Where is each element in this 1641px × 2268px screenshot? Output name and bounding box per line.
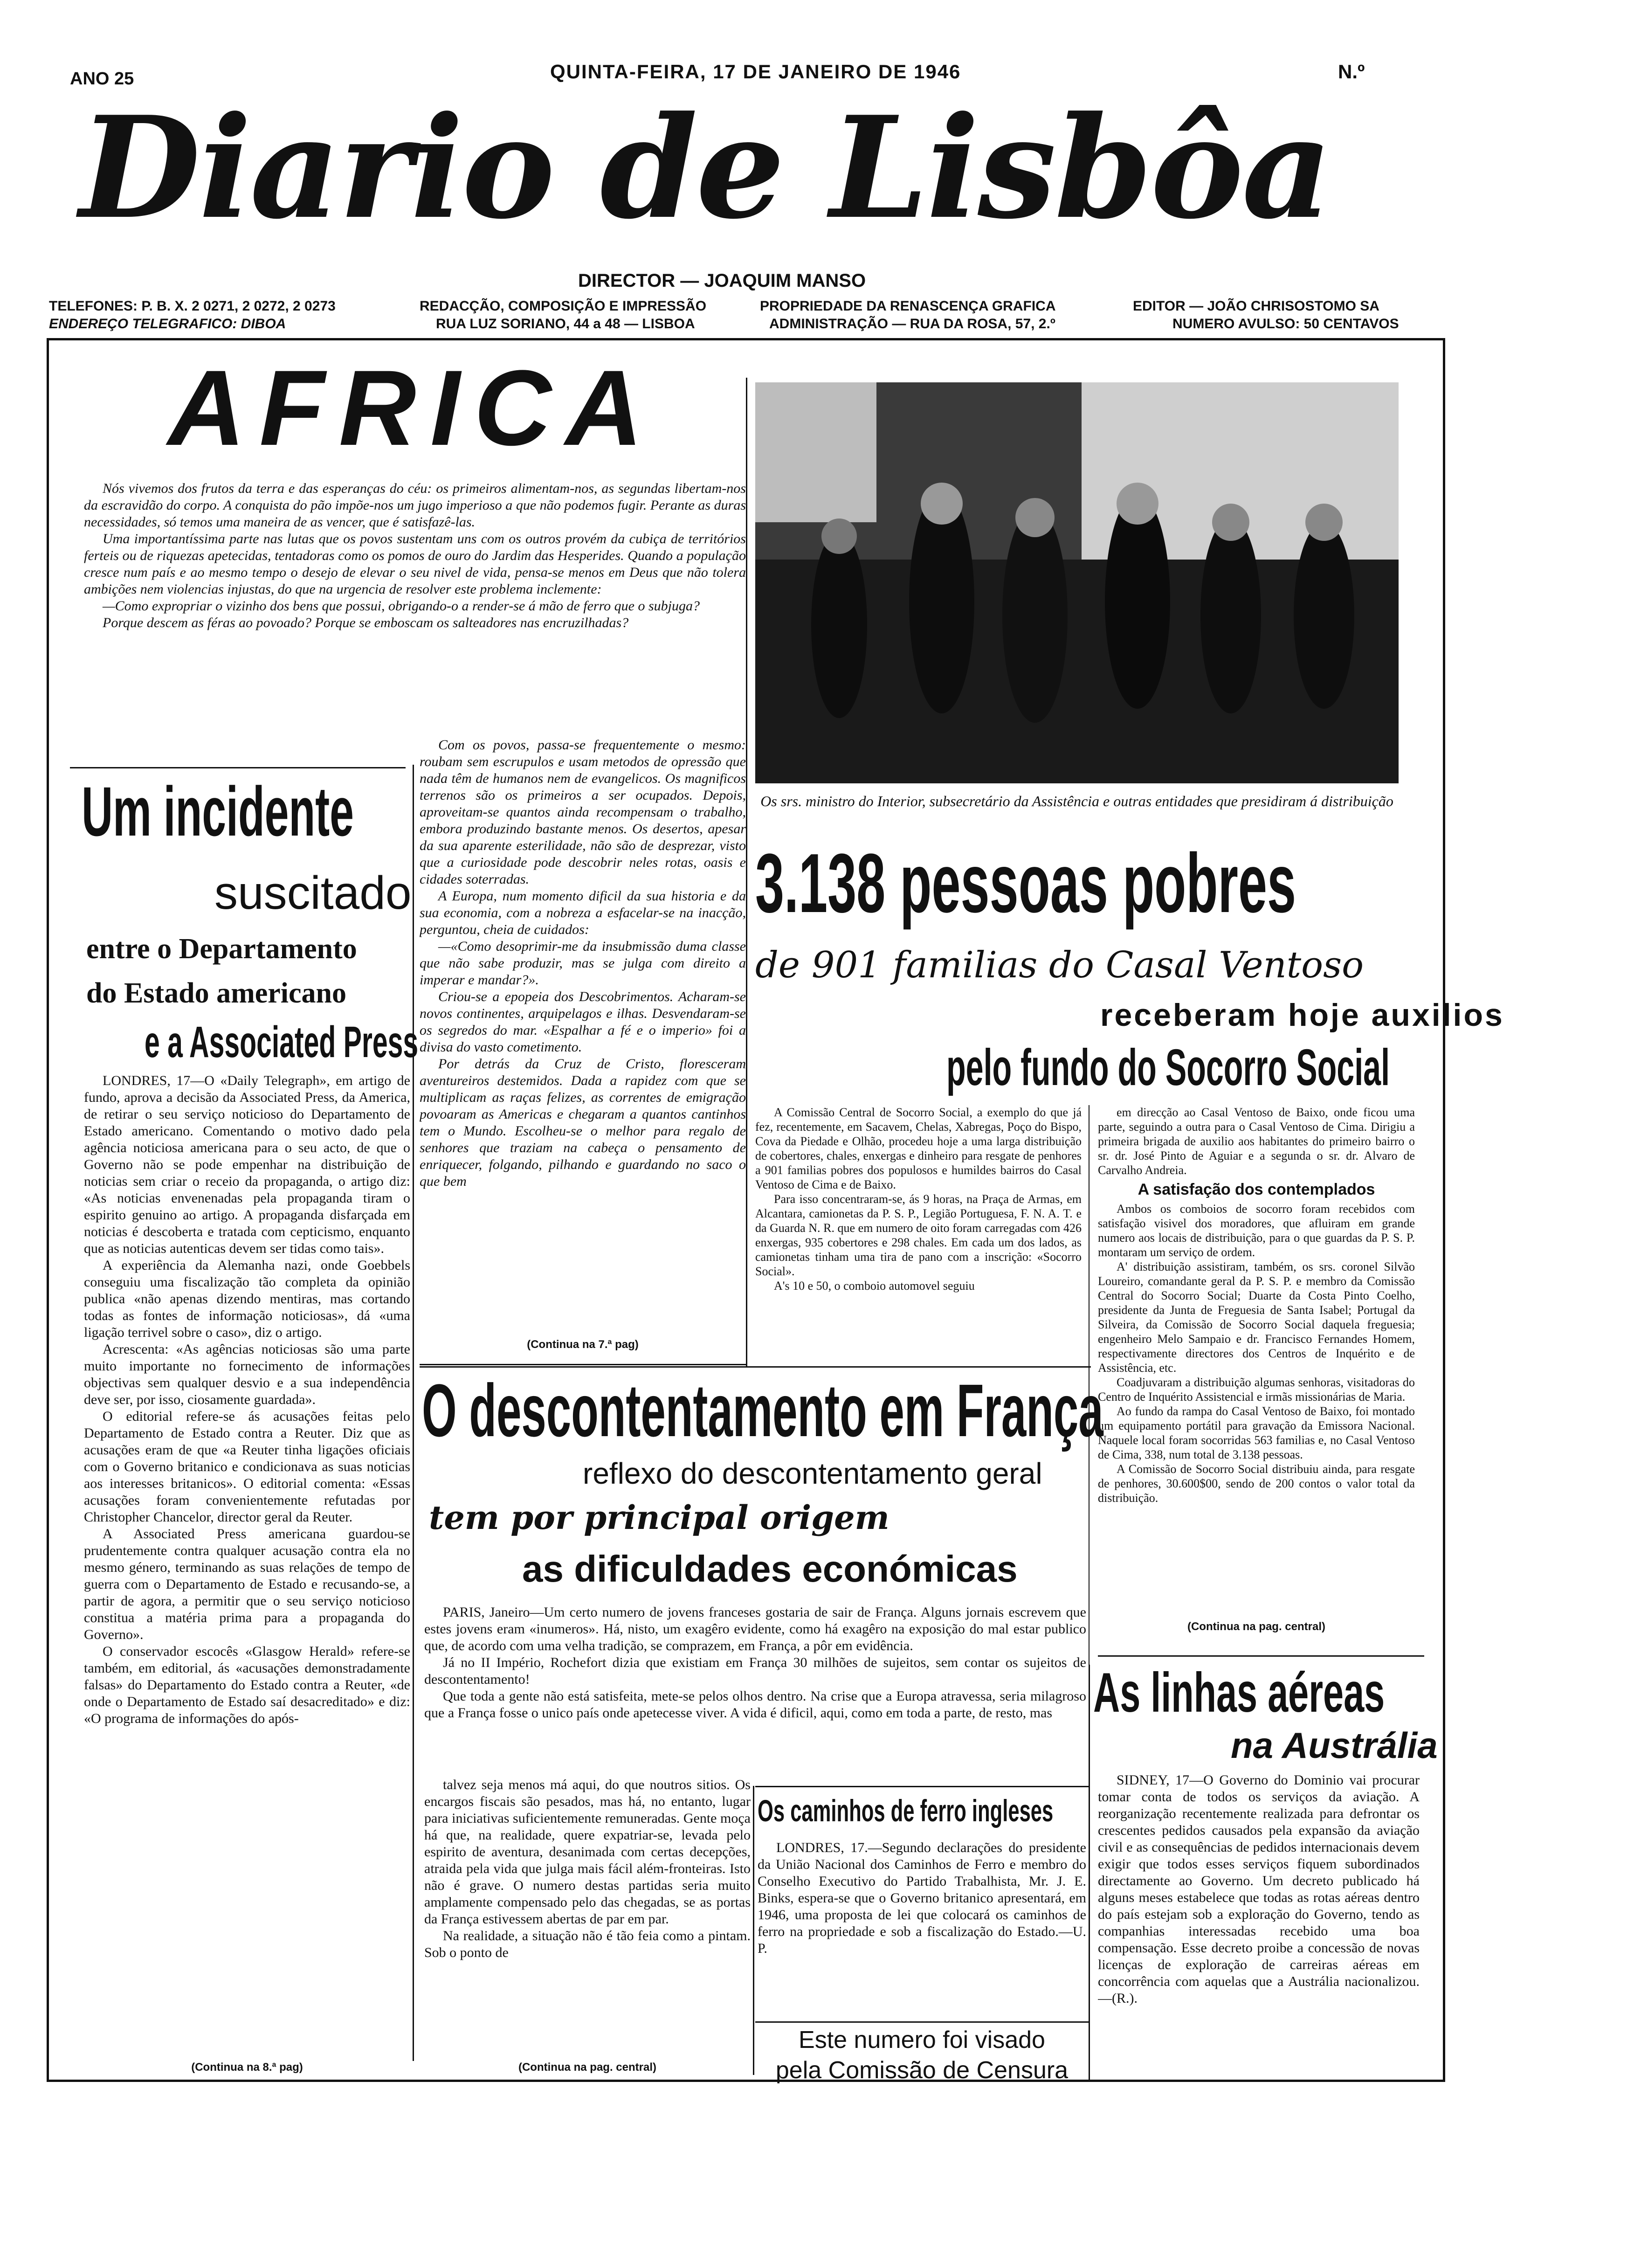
linhas-paragraph: SIDNEY, 17—O Governo do Dominio vai procurar tomar conta de todos os serviços da aviação. A reorganização recentemente realizada para defrontar os crescentes pedidos causados pela expansão da aviação civil e as consequências de pedidos internacionais devem exigir que todos esses serviços fiquem subordinados directamente ao Governo. Um decreto publicado há alguns meses estabelece que todas as rotas aéreas dentro do país estejam sob a exploração do Governo, tendo as companhias interessadas recebido uma boa compensação. Esse decreto proibe a concessão de novas licenças de exploração de carreiras aéreas em concorrência com aquelas que a Austrália nacionalizou.—(R.). <box>1098 1772 1420 2006</box>
propriedade-line-2: ADMINISTRAÇÃO — RUA DA ROSA, 57, 2.º <box>769 316 1055 332</box>
news-photo <box>755 382 1399 783</box>
avulso-line: NUMERO AVULSO: 50 CENTAVOS <box>1172 316 1399 332</box>
censura-line: Este numero foi visado <box>799 2026 1045 2054</box>
divider <box>420 1366 1091 1368</box>
africa-paragraph: Uma importantíssima parte nas lutas que os povos sustentam uns com os outros provém da cubiça de territórios ferteis ou de riquezas apetecidas, tentadoras como os pomos de ouro do Jardim das Hesperides. Quando a população cresce num país e ao mesmo tempo o desejo de elevar o seu nivel de vida, pensa-se menos em Deus que não tolera ambições nem violencias injustas, do que na urgencia de resolver este problema inclemente: <box>84 531 746 597</box>
franca-headline: O descontentamento em França <box>422 1369 1103 1452</box>
franca-intro <box>424 1604 1086 1777</box>
incidente-paragraph: A experiência da Alemanha nazi, onde Goebbels conseguiu uma fiscalização tão completa da opinião publica «não apenas dizendo mentiras, mas cortando todas as fontes de informação noticiosas», dá «uma ligação terrivel sobre o caso», diz o artigo. <box>84 1258 410 1340</box>
incidente-paragraph: O editorial refere-se ás acusações feitas pelo Departamento de Estado contra a Reuter. Diz que as acusações eram de que «a Reuter tinha ligações oficiais com o Governo britanico e condicionava as suas noticias aos interesses britanicos». O editorial comenta: «Essas acusações foram convenientemente refutadas por Christopher Chancelor, director geral da Reuter. <box>84 1409 410 1525</box>
incidente-subhead: entre o Departamento <box>86 933 357 965</box>
africa-paragraph: Nós vivemos dos frutos da terra e das esperanças do céu: os primeiros alimentam-nos, as segundas libertam-nos da escravidão do corpo. A conquista do pão impõe-nos um jugo imperioso a que não podemos fugir. Perante as duras necessidades, só temos uma maneira de as vencer, que é satisfazê-las. <box>84 481 746 530</box>
franca-paragraph: Na realidade, a situação não é tão feia como a pintam. Sob o ponto de <box>424 1928 751 1960</box>
pobres-paragraph: Ao fundo da rampa do Casal Ventoso de Baixo, foi montado um equipamento portátil para gravação da Emissora Nacional. Naquele local foram socorridas 563 familias e, no Casal Ventoso de Cima, 338, num total de 3.138 pessoas. <box>1098 1404 1415 1461</box>
pobres-paragraph: A Comissão Central de Socorro Social, a exemplo do que já fez, recentemente, em Sacavem, Chelas, Xabregas, Poço do Bispo, Cova da Piedade e Olhão, procedeu hoje a uma larga distribuição de cobertores, chales, enxergas e dinheiro para resgate de penhores a 901 familias pobres dos populosos e humildes bairros do Casal Ventoso de Cima e de Baixo. <box>755 1106 1082 1191</box>
caminhos-headline: Os caminhos de ferro ingleses <box>758 1793 1054 1828</box>
pobres-paragraph: Coadjuvaram a distribuição algumas senhoras, visitadoras do Centro de Inquérito Assistencial e irmãs missionárias de Maria. <box>1098 1376 1415 1404</box>
divider <box>420 1364 746 1365</box>
franca-paragraph: talvez seja menos má aqui, do que noutros sitios. Os encargos fiscais são pesados, mas há, no entanto, lugar para iniciativas suficientemente remuneradas. Gente moça há que, na realidade, quere expatriar-se, levada pelo espirito de aventura, desanimada com certas decepções, atraida pela vida que julga mais fácil além-fronteiras. Isto não é grave. O numero destas partidas seria muito amplamente compensado pelo das chegadas, se as portas da França estivessem abertas de par em par. <box>424 1777 751 1927</box>
pobres-paragraph: Ambos os comboios de socorro foram recebidos com satisfação visivel dos moradores, que afluiram em grande numero aos locais de distribuição, para o que guardas da P. S. P. montaram um serviço de ordem. <box>1098 1202 1415 1259</box>
pobres-continue: (Continua na pag. central) <box>1187 1620 1325 1633</box>
africa-intro <box>84 480 746 755</box>
column-rule <box>746 378 747 1366</box>
column-rule <box>413 765 414 2061</box>
incidente-subhead: e a Associated Press <box>145 1017 419 1067</box>
incidente-continue: (Continua na 8.ª pag) <box>191 2061 303 2074</box>
director-line: DIRECTOR — JOAQUIM MANSO <box>578 270 866 291</box>
caminhos-paragraph: LONDRES, 17.—Segundo declarações do presidente da União Nacional dos Caminhos de Ferro e membro do Conselho Executivo do Partido Trabalhista, Mr. J. E. Binks, espera-se que o Governo britanico apresentará, em 1946, uma proposta de lei que colocará os caminhos de ferro na propriedade e sob a fiscalização do Estado.—U. P. <box>758 1840 1086 1956</box>
pobres-paragraph: em direcção ao Casal Ventoso de Baixo, onde ficou uma parte, seguindo a outra para o Casal Ventoso de Cima. Dirigiu a primeira brigada de auxilio aos habitantes do primeiro bairro o sr. dr. José Pinto de Aguiar e a segunda o sr. dr. Alvaro de Carvalho Andreia. <box>1098 1106 1415 1177</box>
incidente-paragraph: O conservador escocês «Glasgow Herald» refere-se também, em editorial, ás «acusações demonstradamente falsas» do Departamento do Estado contra a Reuter, «de onde o Departamento de Estado saí desacreditado» e diz: «O programa de informações do após- <box>84 1644 410 1726</box>
divider <box>70 767 406 768</box>
masthead-title: Diario de Lisbôa <box>79 85 1331 250</box>
column-rule <box>753 1786 754 2075</box>
editor-line: EDITOR — JOÃO CHRISOSTOMO SA <box>1133 298 1379 314</box>
africa-column <box>420 737 746 1324</box>
incidente-subhead: do Estado americano <box>86 977 346 1009</box>
africa-paragraph: A Europa, num momento dificil da sua historia e da sua economia, com a nobreza a esfacelar-se na inacção, perguntou, cheia de cuidados: <box>420 888 746 937</box>
franca-subhead: reflexo do descontentamento geral <box>583 1457 1042 1490</box>
pobres-body-right <box>1098 1105 1415 1604</box>
franca-paragraph: PARIS, Janeiro—Um certo numero de jovens franceses gostaria de sair de França. Alguns jornais escrevem que estes jovens eram «inumeros». Há, nisto, um exagêro evidente, como há exagêro na exposição do mal estar publico que, de acordo com uma velha tradição, se comprazem, em França, a pôr em evidência. <box>424 1604 1086 1653</box>
pobres-subhead: receberam hoje auxilios <box>1100 997 1504 1033</box>
incidente-subhead: suscitado <box>214 867 412 919</box>
africa-paragraph: Com os povos, passa-se frequentemente o mesmo: roubam sem escrupulos e usam metodos de opressão que nada têm de humanos nem de evangelicos. Os magnificos terrenos são os primeiros a ser ocupados. Depois, aproveitam-se quantos ainda recompensam o trabalho, embora produzindo bastante menos. Os desertos, apesar da sua aparente esterilidade, não são de desprezar, visto que a curiosidade pode descobrir neles rotas, oasis e cidades soterradas. <box>420 737 746 887</box>
date-label: QUINTA-FEIRA, 17 DE JANEIRO DE 1946 <box>550 61 961 83</box>
year-label: ANO 25 <box>70 69 134 89</box>
telegraphic-line: ENDEREÇO TELEGRAFICO: DIBOA <box>49 316 286 332</box>
incidente-paragraph: A Associated Press americana guardou-se prudentemente contra qualquer acusação contra ela no mesmo género, terminando as suas relações de tempo de guerra com o Departamento de Estado e recusando-se, a partir de agora, a permitir que o seu serviço noticioso constitua a matéria prima para a propaganda do Governo». <box>84 1526 410 1642</box>
pobres-body-left <box>755 1105 1082 1357</box>
frame-top-rule <box>47 338 1445 340</box>
africa-paragraph: Criou-se a epopeia dos Descobrimentos. Acharam-se novos continentes, arquipelagos e ilhas. Desvendaram-se os segredos do mar. «Espalhar a fé e o imperio» foi a divisa do vasto cometimento. <box>420 989 746 1055</box>
incidente-paragraph: LONDRES, 17—O «Daily Telegraph», em artigo de fundo, aprova a decisão da Associated Press, da America, de retirar o seu serviço noticioso do Departamento de Estado americano. Comentando o motivo dado pela agência noticiosa americana para o seu acto, de que o Governo não se pode empenhar na distribuição de noticias sem criar o receio da propaganda, o artigo diz: «As noticias envenenadas pela propaganda tiram o espirito genuino ao artigo. A propaganda disfarçada em noticias é descoberta e tratada com cepticismo, enquanto que as noticias autenticas devem ser tidas como tais». <box>84 1073 410 1256</box>
frame-right-rule <box>1443 338 1445 2082</box>
divider <box>1098 1655 1424 1657</box>
africa-paragraph: Por detrás da Cruz de Cristo, floresceram aventureiros destemidos. Dada a rapidez com que se multiplicam as raças felizes, as correntes de emigração povoaram as Americas e chegaram a quantos cantinhos tem o Mundo. Escolheu-se o melhor para regalo de senhores que traziam na cabeça o pensamento de enriquecer, folgando, pilhando e guardando no saco o que bem <box>420 1056 746 1189</box>
linhas-headline: As linhas aéreas <box>1093 1661 1385 1724</box>
africa-paragraph: —Como expropriar o vizinho dos bens que possui, obrigando-o a render-se á mão de ferro que o subjuga? <box>103 598 700 614</box>
pobres-section-head: A satisfação dos contemplados <box>1138 1181 1375 1198</box>
pobres-headline: 3.138 pessoas pobres <box>755 837 1296 930</box>
africa-title: AFRICA <box>168 348 657 468</box>
redaccao-line-1: REDACÇÃO, COMPOSIÇÃO E IMPRESSÃO <box>420 298 707 314</box>
propriedade-line-1: PROPRIEDADE DA RENASCENÇA GRAFICA <box>760 298 1056 314</box>
franca-subhead: as dificuldades económicas <box>522 1548 1018 1590</box>
franca-continue: (Continua na pag. central) <box>518 2061 656 2074</box>
pobres-paragraph: A's 10 e 50, o comboio automovel seguiu <box>774 1279 975 1293</box>
redaccao-line-2: RUA LUZ SORIANO, 44 a 48 — LISBOA <box>436 316 695 332</box>
divider <box>755 2021 1089 2023</box>
divider <box>755 1786 1089 1787</box>
africa-paragraph: —«Como desoprimir-me da insubmissão duma classe que não sabe produzir, mas se julga com direito a imperar e mandar?». <box>420 939 746 988</box>
pobres-paragraph: Para isso concentraram-se, ás 9 horas, na Praça de Armas, em Alcantara, camionetas da P. S. P., Legião Portuguesa, F. N. A. T. e da Guarda N. R. que em numero de oito foram carregadas com 426 enxergas, 935 cobertores e 298 chales. Em cada um dos lados, as camionetas tinham uma tira de pano com a inscrição: «Socorro Social». <box>755 1192 1082 1278</box>
incidente-headline: Um incidente <box>82 772 354 850</box>
photo-caption: Os srs. ministro do Interior, subsecretário da Assistência e outras entidades que presidiram á distribuição <box>760 793 1393 809</box>
linhas-body <box>1098 1772 1420 2075</box>
caminhos-body <box>758 1839 1086 2012</box>
censura-line: pela Comissão de Censura <box>775 2057 1069 2084</box>
issue-number: N.º <box>1338 61 1365 83</box>
pobres-paragraph: A' distribuição assistiram, também, os srs. coronel Silvão Loureiro, comandante geral da P. S. P. e membro da Comissão Central do Socorro Social; Duarte da Costa Pinto Coelho, presidente da Junta de Freguesia de Santa Isabel; Portugal da Silveira, da Comissão de Socorro Social daquela freguesia; engenheiro Melo Sampaio e dr. Francisco Fernandes Homem, respectivamente directores dos Centros de Inquérito e de Assistência, etc. <box>1098 1260 1415 1375</box>
pobres-subhead: pelo fundo do Socorro Social <box>946 1039 1390 1096</box>
incidente-body <box>84 1072 410 2056</box>
africa-continue: (Continua na 7.ª pag) <box>527 1338 639 1351</box>
franca-paragraph: Que toda a gente não está satisfeita, mete-se pelos olhos dentro. Na crise que a Europa atravessa, seria milagroso que a França fosse o unico país onde apetecesse viver. A vida é dificil, aqui, como em toda a parte, de resto, mas <box>424 1688 1086 1721</box>
franca-column <box>424 1777 751 2056</box>
frame-left-rule <box>47 338 49 2082</box>
pobres-subhead: de 901 familias do Casal Ventoso <box>755 944 1364 986</box>
franca-subhead: tem por principal origem <box>429 1498 889 1537</box>
pobres-paragraph: A Comissão de Socorro Social distribuiu ainda, para resgate de penhores, 30.600$00, sendo de 200 contos o valor total da distribuição. <box>1098 1462 1415 1505</box>
linhas-subhead: na Austrália <box>1231 1725 1438 1766</box>
phones-line: TELEFONES: P. B. X. 2 0271, 2 0272, 2 0273 <box>49 298 336 314</box>
franca-paragraph: Já no II Império, Rochefort dizia que existiam em França 30 milhões de sujeitos, sem contar os sujeitos de descontentamento! <box>424 1655 1086 1687</box>
africa-paragraph: Porque descem as féras ao povoado? Porque se emboscam os salteadores nas encruzilhadas? <box>103 615 629 630</box>
incidente-paragraph: Acrescenta: «As agências noticiosas são uma parte muito importante no fornecimento de informações objectivas sem qualquer desvio e a sua independência deve ser, por isso, ciosamente guardada». <box>84 1341 410 1407</box>
frame-bottom-rule <box>47 2080 1445 2082</box>
photo-image <box>755 382 1399 783</box>
column-rule <box>1089 1665 1090 2080</box>
